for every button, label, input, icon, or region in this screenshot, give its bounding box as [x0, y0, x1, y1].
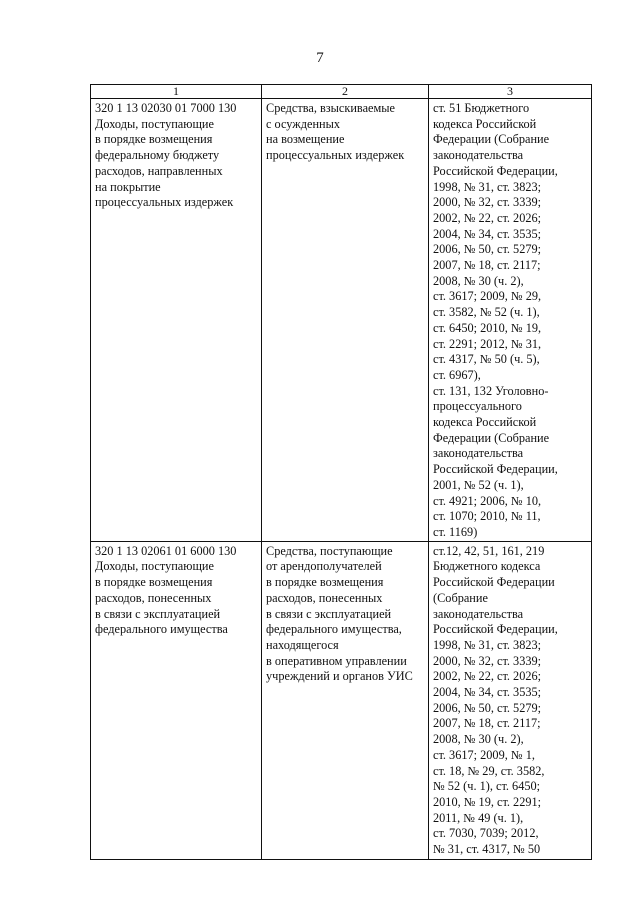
cell-text-line: ст. 1070; 2010, № 11,	[433, 509, 541, 524]
cell-text-line: 1998, № 31, ст. 3823;	[433, 179, 542, 194]
column-header-2: 2	[262, 85, 429, 99]
cell-text-line: федеральному бюджету	[95, 148, 220, 163]
cell-text-line: законодательства	[433, 148, 524, 163]
cell-text-line: ст. 3617; 2009, № 29,	[433, 289, 542, 304]
cell-text-line: № 52 (ч. 1), ст. 6450;	[433, 779, 541, 794]
cell-text-line: 2000, № 32, ст. 3339;	[433, 195, 542, 210]
cell-text-line: в оперативном управлении	[266, 653, 407, 668]
cell-text-line: ст. 18, № 29, ст. 3582,	[433, 763, 545, 778]
cell-text-line: расходов, понесенных	[266, 590, 383, 605]
cell-text-line: Российской Федерации,	[433, 622, 558, 637]
cell-text-line: ст. 4317, № 50 (ч. 5),	[433, 352, 540, 367]
cell-text-line: 2002, № 22, ст. 2026;	[433, 210, 542, 225]
cell-text-line: 2006, № 50, ст. 5279;	[433, 700, 542, 715]
cell-text-line: № 31, ст. 4317, № 50	[433, 842, 541, 857]
cell-text-line: Федерации (Собрание	[433, 430, 550, 445]
cell-text-line: ст. 6967),	[433, 367, 481, 382]
cell-text-line: учреждений и органов УИС	[266, 669, 413, 684]
cell-text-line: процессуальных издержек	[95, 195, 234, 210]
cell-text-line: 2004, № 34, ст. 3535;	[433, 685, 542, 700]
table-row	[91, 99, 592, 542]
cell-text-line: 2007, № 18, ст. 2117;	[433, 258, 541, 273]
cell-text-line: 2002, № 22, ст. 2026;	[433, 669, 542, 684]
cell-text-line: Доходы, поступающие	[95, 559, 214, 574]
table-header-row	[91, 85, 592, 99]
cell-text-line: расходов, направленных	[95, 163, 223, 178]
cell-text-line: в связи с эксплуатацией	[266, 606, 392, 621]
cell-text-line: на покрытие	[95, 179, 161, 194]
cell-text-line: 2010, № 19, ст. 2291;	[433, 794, 542, 809]
legal-basis-cell	[429, 99, 592, 542]
cell-text-line: 2008, № 30 (ч. 2),	[433, 273, 524, 288]
cell-text-line: 2008, № 30 (ч. 2),	[433, 732, 524, 747]
revenue-description-cell	[262, 541, 429, 859]
legal-basis-cell	[429, 541, 592, 859]
cell-text-line: кодекса Российской	[433, 116, 537, 131]
cell-text-line: в порядке возмещения	[95, 575, 213, 590]
cell-text-line: ст. 7030, 7039; 2012,	[433, 826, 539, 841]
cell-text-line: ст. 51 Бюджетного	[433, 101, 530, 115]
cell-text-line: законодательства	[433, 606, 524, 621]
cell-text-line: ст. 3617; 2009, № 1,	[433, 747, 535, 762]
cell-text-line: 2000, № 32, ст. 3339;	[433, 653, 542, 668]
cell-text-line: Российской Федерации	[433, 575, 555, 590]
cell-text-line: федерального имущества,	[266, 622, 402, 637]
cell-text-line: Федерации (Собрание	[433, 132, 550, 147]
cell-text-line: Бюджетного кодекса	[433, 559, 541, 574]
cell-text-line: Доходы, поступающие	[95, 116, 214, 131]
revenue-description-cell	[262, 99, 429, 542]
column-header-3: 3	[429, 85, 592, 99]
cell-text-line: ст. 6450; 2010, № 19,	[433, 320, 542, 335]
cell-text-line: 1998, № 31, ст. 3823;	[433, 637, 542, 652]
cell-text-line: Российской Федерации,	[433, 462, 558, 477]
cell-text-line: ст.12, 42, 51, 161, 219	[433, 543, 545, 558]
cell-text-line: в порядке возмещения	[266, 575, 384, 590]
revenue-code-cell	[91, 541, 262, 859]
revenue-code-cell	[91, 99, 262, 542]
cell-text-line: Средства, взыскиваемые	[266, 101, 395, 115]
cell-text-line: ст. 1169)	[433, 524, 478, 539]
cell-text-line: находящегося	[266, 637, 339, 652]
column-header-1: 1	[91, 85, 262, 99]
cell-text-line: ст. 131, 132 Уголовно-	[433, 383, 549, 398]
cell-text-line: 2007, № 18, ст. 2117;	[433, 716, 541, 731]
cell-text-line: в связи с эксплуатацией	[95, 606, 221, 621]
cell-text-line: процессуального	[433, 399, 522, 414]
cell-text-line: на возмещение	[266, 132, 345, 147]
cell-text-line: ст. 3582, № 52 (ч. 1),	[433, 305, 540, 320]
cell-text-line: (Собрание	[433, 590, 488, 605]
cell-text-line: 320 1 13 02030 01 7000 130	[95, 101, 237, 115]
cell-text-line: от арендополучателей	[266, 559, 382, 574]
cell-text-line: законодательства	[433, 446, 524, 461]
cell-text-line: 2011, № 49 (ч. 1),	[433, 810, 524, 825]
cell-text-line: расходов, понесенных	[95, 590, 212, 605]
cell-text-line: ст. 4921; 2006, № 10,	[433, 493, 542, 508]
cell-text-line: кодекса Российской	[433, 415, 537, 430]
cell-text-line: с осужденных	[266, 116, 341, 131]
table-row	[91, 541, 592, 859]
page-number: 7	[316, 50, 324, 66]
cell-text-line: 320 1 13 02061 01 6000 130	[95, 543, 237, 558]
revenue-classification-table	[90, 84, 592, 860]
cell-text-line: Средства, поступающие	[266, 543, 393, 558]
cell-text-line: 2006, № 50, ст. 5279;	[433, 242, 542, 257]
cell-text-line: ст. 2291; 2012, № 31,	[433, 336, 542, 351]
cell-text-line: 2001, № 52 (ч. 1),	[433, 477, 524, 492]
cell-text-line: федерального имущества	[95, 622, 228, 637]
cell-text-line: Российской Федерации,	[433, 163, 558, 178]
cell-text-line: в порядке возмещения	[95, 132, 213, 147]
cell-text-line: процессуальных издержек	[266, 148, 405, 163]
cell-text-line: 2004, № 34, ст. 3535;	[433, 226, 542, 241]
